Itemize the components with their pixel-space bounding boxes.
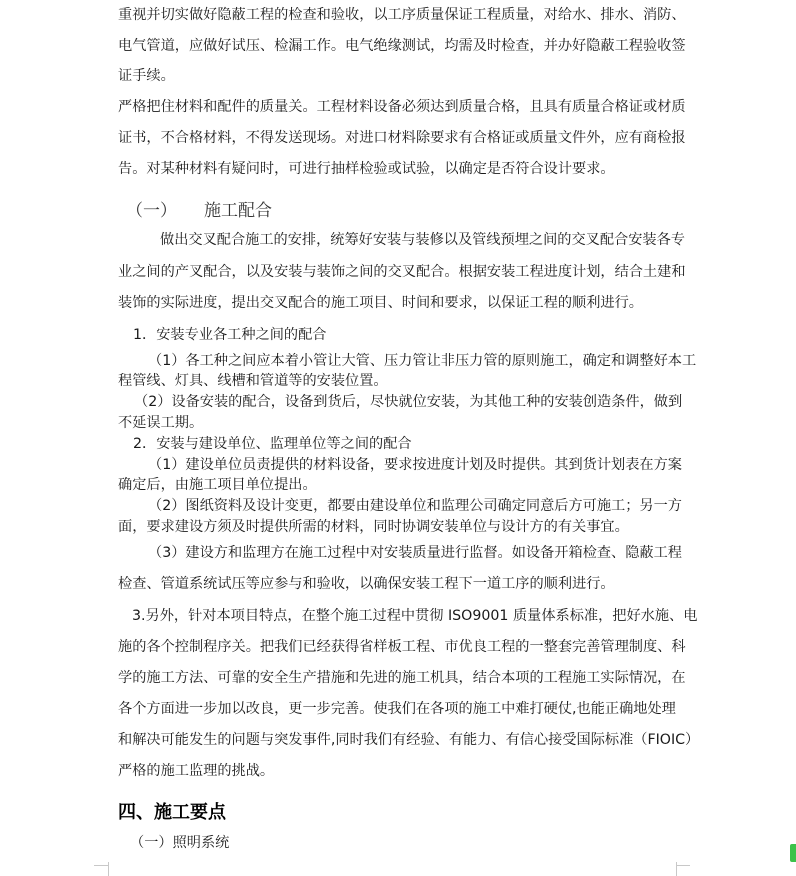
text-line: （3）建设方和监理方在施工过程中对安装质量进行监督。如设备开箱检查、隐蔽工程 — [148, 545, 682, 561]
text-line: 告。对某种材料有疑问时，可进行抽样检验或试验，以确定是否符合设计要求。 — [118, 161, 615, 177]
text-line: 做出交叉配合施工的安排，统筹好安装与装修以及管线预埋之间的交叉配合安装各专 — [160, 232, 685, 248]
scroll-indicator[interactable] — [790, 844, 796, 862]
crop-mark — [108, 862, 109, 876]
text-line: 检查、管道系统试压等应参与和验收，以确保安装工程下一道工序的顺利进行。 — [118, 576, 615, 592]
text-line: 装饰的实际进度，提出交叉配合的施工项目、时间和要求，以保证工程的顺利进行。 — [118, 295, 643, 311]
text-line: 重视并切实做好隐蔽工程的检查和验收，以工序质量保证工程质量，对给水、排水、消防、 — [118, 7, 686, 23]
crop-mark — [94, 865, 108, 866]
text-line: 3.另外，针对本项目特点，在整个施工过程中贯彻 ISO9001 质量体系标准，把好水施、电 — [132, 608, 698, 624]
text-line: 面，要求建设方须及时提供所需的材料，同时协调安装单位与设计方的有关事宜。 — [118, 519, 629, 535]
text-line: 确定后，由施工项目单位提出。 — [118, 477, 317, 493]
text-line: 施的各个控制程序关。把我们已经获得省样板工程、市优良工程的一整套完善管理制度、科 — [118, 639, 686, 655]
section-number: （一） — [126, 201, 177, 221]
text-line: 证手续。 — [118, 68, 175, 84]
sub-heading: （一）照明系统 — [130, 835, 230, 851]
crop-mark — [676, 862, 677, 876]
text-line: 电气管道，应做好试压、检漏工作。电气绝缘测试，均需及时检查，并办好隐蔽工程验收签 — [118, 38, 686, 54]
item-heading: 2．安装与建设单位、监理单位等之间的配合 — [133, 436, 412, 452]
text-line: 不延误工期。 — [118, 415, 204, 431]
text-line: 业之间的产叉配合，以及安装与装饰之间的交叉配合。根据安装工程进度计划，结合土建和 — [118, 264, 686, 280]
text-line: 程管线、灯具、线槽和管道等的安装位置。 — [118, 373, 388, 389]
text-line: （2）图纸资料及设计变更，都要由建设单位和监理公司确定同意后方可施工；另一方 — [148, 498, 682, 514]
text-line: 学的施工方法、可靠的安全生产措施和先进的施工机具，结合本项的工程施工实际情况，在 — [118, 670, 686, 686]
text-line: 严格把住材料和配件的质量关。工程材料设备必须达到质量合格，且具有质量合格证或材质 — [118, 99, 686, 115]
text-line: （1）各工种之间应本着小管让大管、压力管让非压力管的原则施工，确定和调整好本工 — [148, 353, 697, 369]
section-title: 施工配合 — [204, 201, 272, 221]
chapter-heading: 四、施工要点 — [118, 802, 226, 823]
text-line: 和解决可能发生的问题与突发事件,同时我们有经验、有能力、有信心接受国际标准（FIOIC） — [118, 732, 700, 748]
text-line: （2）设备安装的配合，设备到货后，尽快就位安装，为其他工种的安装创造条件，做到 — [134, 394, 683, 410]
crop-mark — [676, 865, 690, 866]
text-line: （1）建设单位员责提供的材料设备，要求按进度计划及时提供。其到货计划表在方案 — [148, 457, 682, 473]
text-line: 证书，不合格材料，不得发送现场。对进口材料除要求有合格证或质量文件外，应有商检报 — [118, 130, 686, 146]
text-line: 各个方面进一步加以改良，更一步完善。使我们在各项的施工中难打硬仗,也能正确地处理 — [118, 701, 676, 717]
text-line: 严格的施工监理的挑战。 — [118, 763, 275, 779]
item-heading: 1．安装专业各工种之间的配合 — [133, 327, 327, 343]
